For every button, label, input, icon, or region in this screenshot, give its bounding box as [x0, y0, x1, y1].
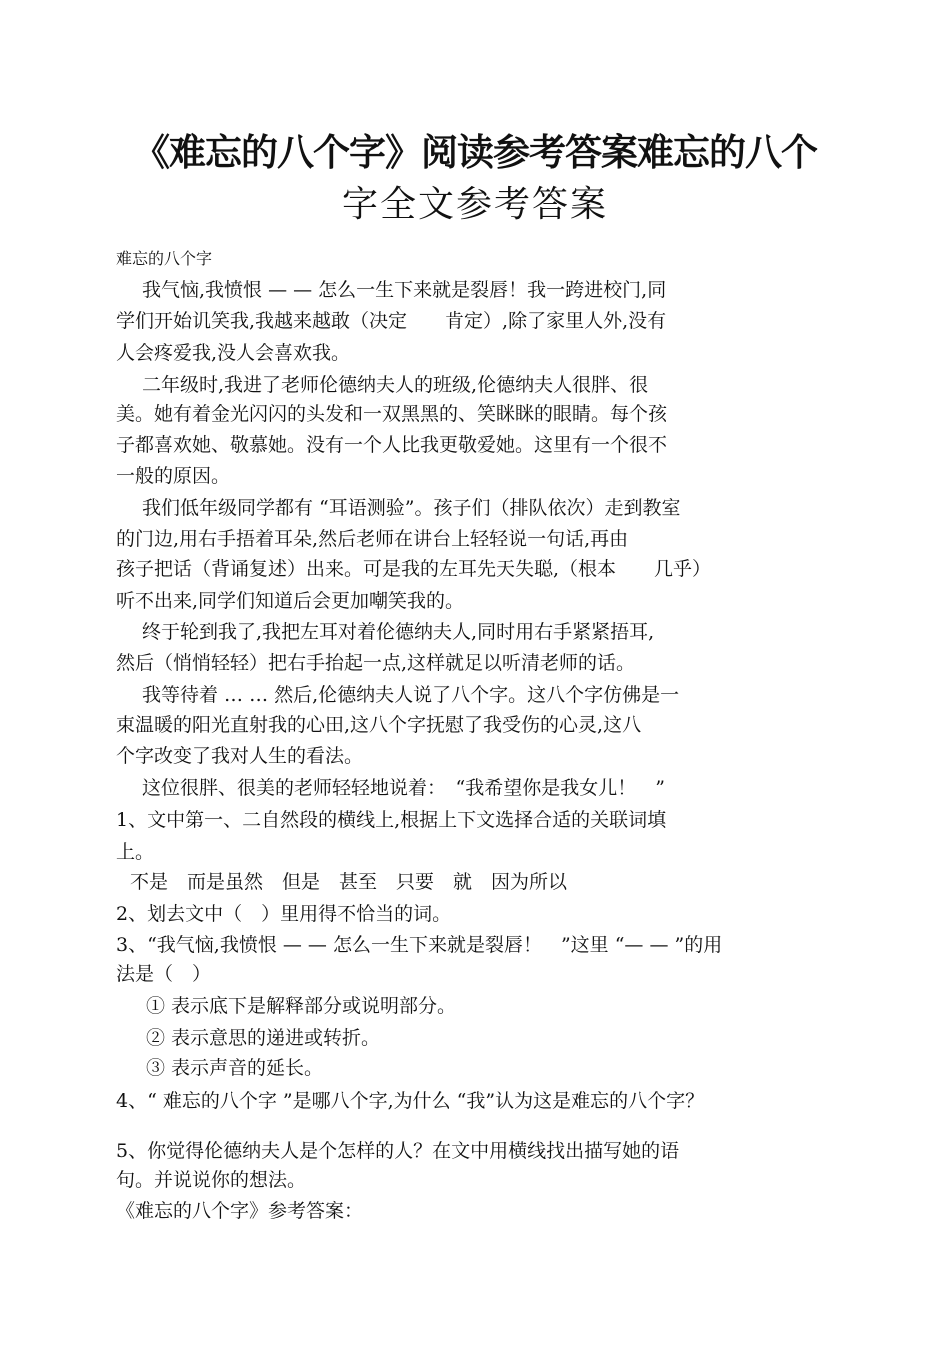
paragraph-5-line-2: 束温暖的阳光直射我的心田,这八个字抚慰了我受伤的心灵,这八	[116, 714, 642, 736]
paragraph-1-line-2: 学们开始讥笑我,我越来越敢（决定 肯定）,除了家里人外,没有	[116, 310, 667, 332]
paragraph-2-line-4: 一般的原因。	[116, 465, 231, 487]
question-1-line-1: 1、文中第一、二自然段的横线上,根据上下文选择合适的关联词填	[116, 809, 667, 831]
question-5-line-1: 5、你觉得伦德纳夫人是个怎样的人？在文中用横线找出描写她的语	[116, 1140, 680, 1162]
question-4: 4、“ 难忘的八个字 ”是哪八个字,为什么 “我”认为这是难忘的八个字？	[116, 1090, 705, 1112]
question-3-option-1: ① 表示底下是解释部分或说明部分。	[146, 995, 457, 1017]
paragraph-2-line-3: 子都喜欢她、敬慕她。没有一个人比我更敬爱她。这里有一个很不	[116, 434, 668, 456]
question-5-line-2: 句。并说说你的想法。	[116, 1169, 307, 1191]
paragraph-2-line-2: 美。她有着金光闪闪的头发和一双黑黑的、笑眯眯的眼睛。每个孩	[116, 403, 668, 425]
question-2: 2、划去文中（ ）里用得不恰当的词。	[116, 903, 452, 925]
paragraph-5-line-1: 我等待着 … … 然后,伦德纳夫人说了八个字。这八个字仿佛是一	[142, 684, 680, 706]
document-title-line-1: 《难忘的八个字》阅读参考答案难忘的八个	[133, 131, 817, 174]
question-3-option-2: ② 表示意思的递进或转折。	[146, 1027, 381, 1049]
document-title-line-2: 字全文参考答案	[341, 184, 608, 225]
paragraph-3-line-4: 听不出来,同学们知道后会更加嘲笑我的。	[116, 590, 465, 612]
paragraph-3-line-1: 我们低年级同学都有 “耳语测验”。孩子们（排队依次）走到教室	[142, 497, 681, 519]
paragraph-4-line-1: 终于轮到我了,我把左耳对着伦德纳夫人,同时用右手紧紧捂耳,	[142, 621, 655, 643]
paragraph-6: 这位很胖、很美的老师轻轻地说着： “我希望你是我女儿！ ”	[142, 777, 665, 799]
question-3-line-1: 3、“我气恼,我愤恨 — — 怎么一生下来就是裂唇！ ”这里 “— — ”的用	[116, 934, 723, 956]
paragraph-1-line-3: 人会疼爱我,没人会喜欢我。	[116, 342, 351, 364]
paragraph-4-line-2: 然后（悄悄轻轻）把右手抬起一点,这样就足以听清老师的话。	[116, 652, 636, 674]
question-3-line-2: 法是（ ）	[116, 963, 212, 985]
paragraph-1-line-1: 我气恼,我愤恨 — — 怎么一生下来就是裂唇！我一跨进校门,同	[142, 279, 667, 301]
question-1-line-2: 上。	[116, 841, 155, 863]
paragraph-2-line-1: 二年级时,我进了老师伦德纳夫人的班级,伦德纳夫人很胖、很	[142, 374, 649, 396]
answer-heading: 《难忘的八个字》参考答案：	[116, 1200, 364, 1222]
article-subtitle: 难忘的八个字	[116, 249, 213, 268]
question-1-options: 不是 而是虽然 但是 甚至 只要 就 因为所以	[130, 871, 568, 893]
paragraph-3-line-3: 孩子把话（背诵复述）出来。可是我的左耳先天失聪,（根本 几乎）	[116, 558, 712, 580]
paragraph-3-line-2: 的门边,用右手捂着耳朵,然后老师在讲台上轻轻说一句话,再由	[116, 528, 629, 550]
paragraph-5-line-3: 个字改变了我对人生的看法。	[116, 745, 364, 767]
question-3-option-3: ③ 表示声音的延长。	[146, 1057, 324, 1079]
